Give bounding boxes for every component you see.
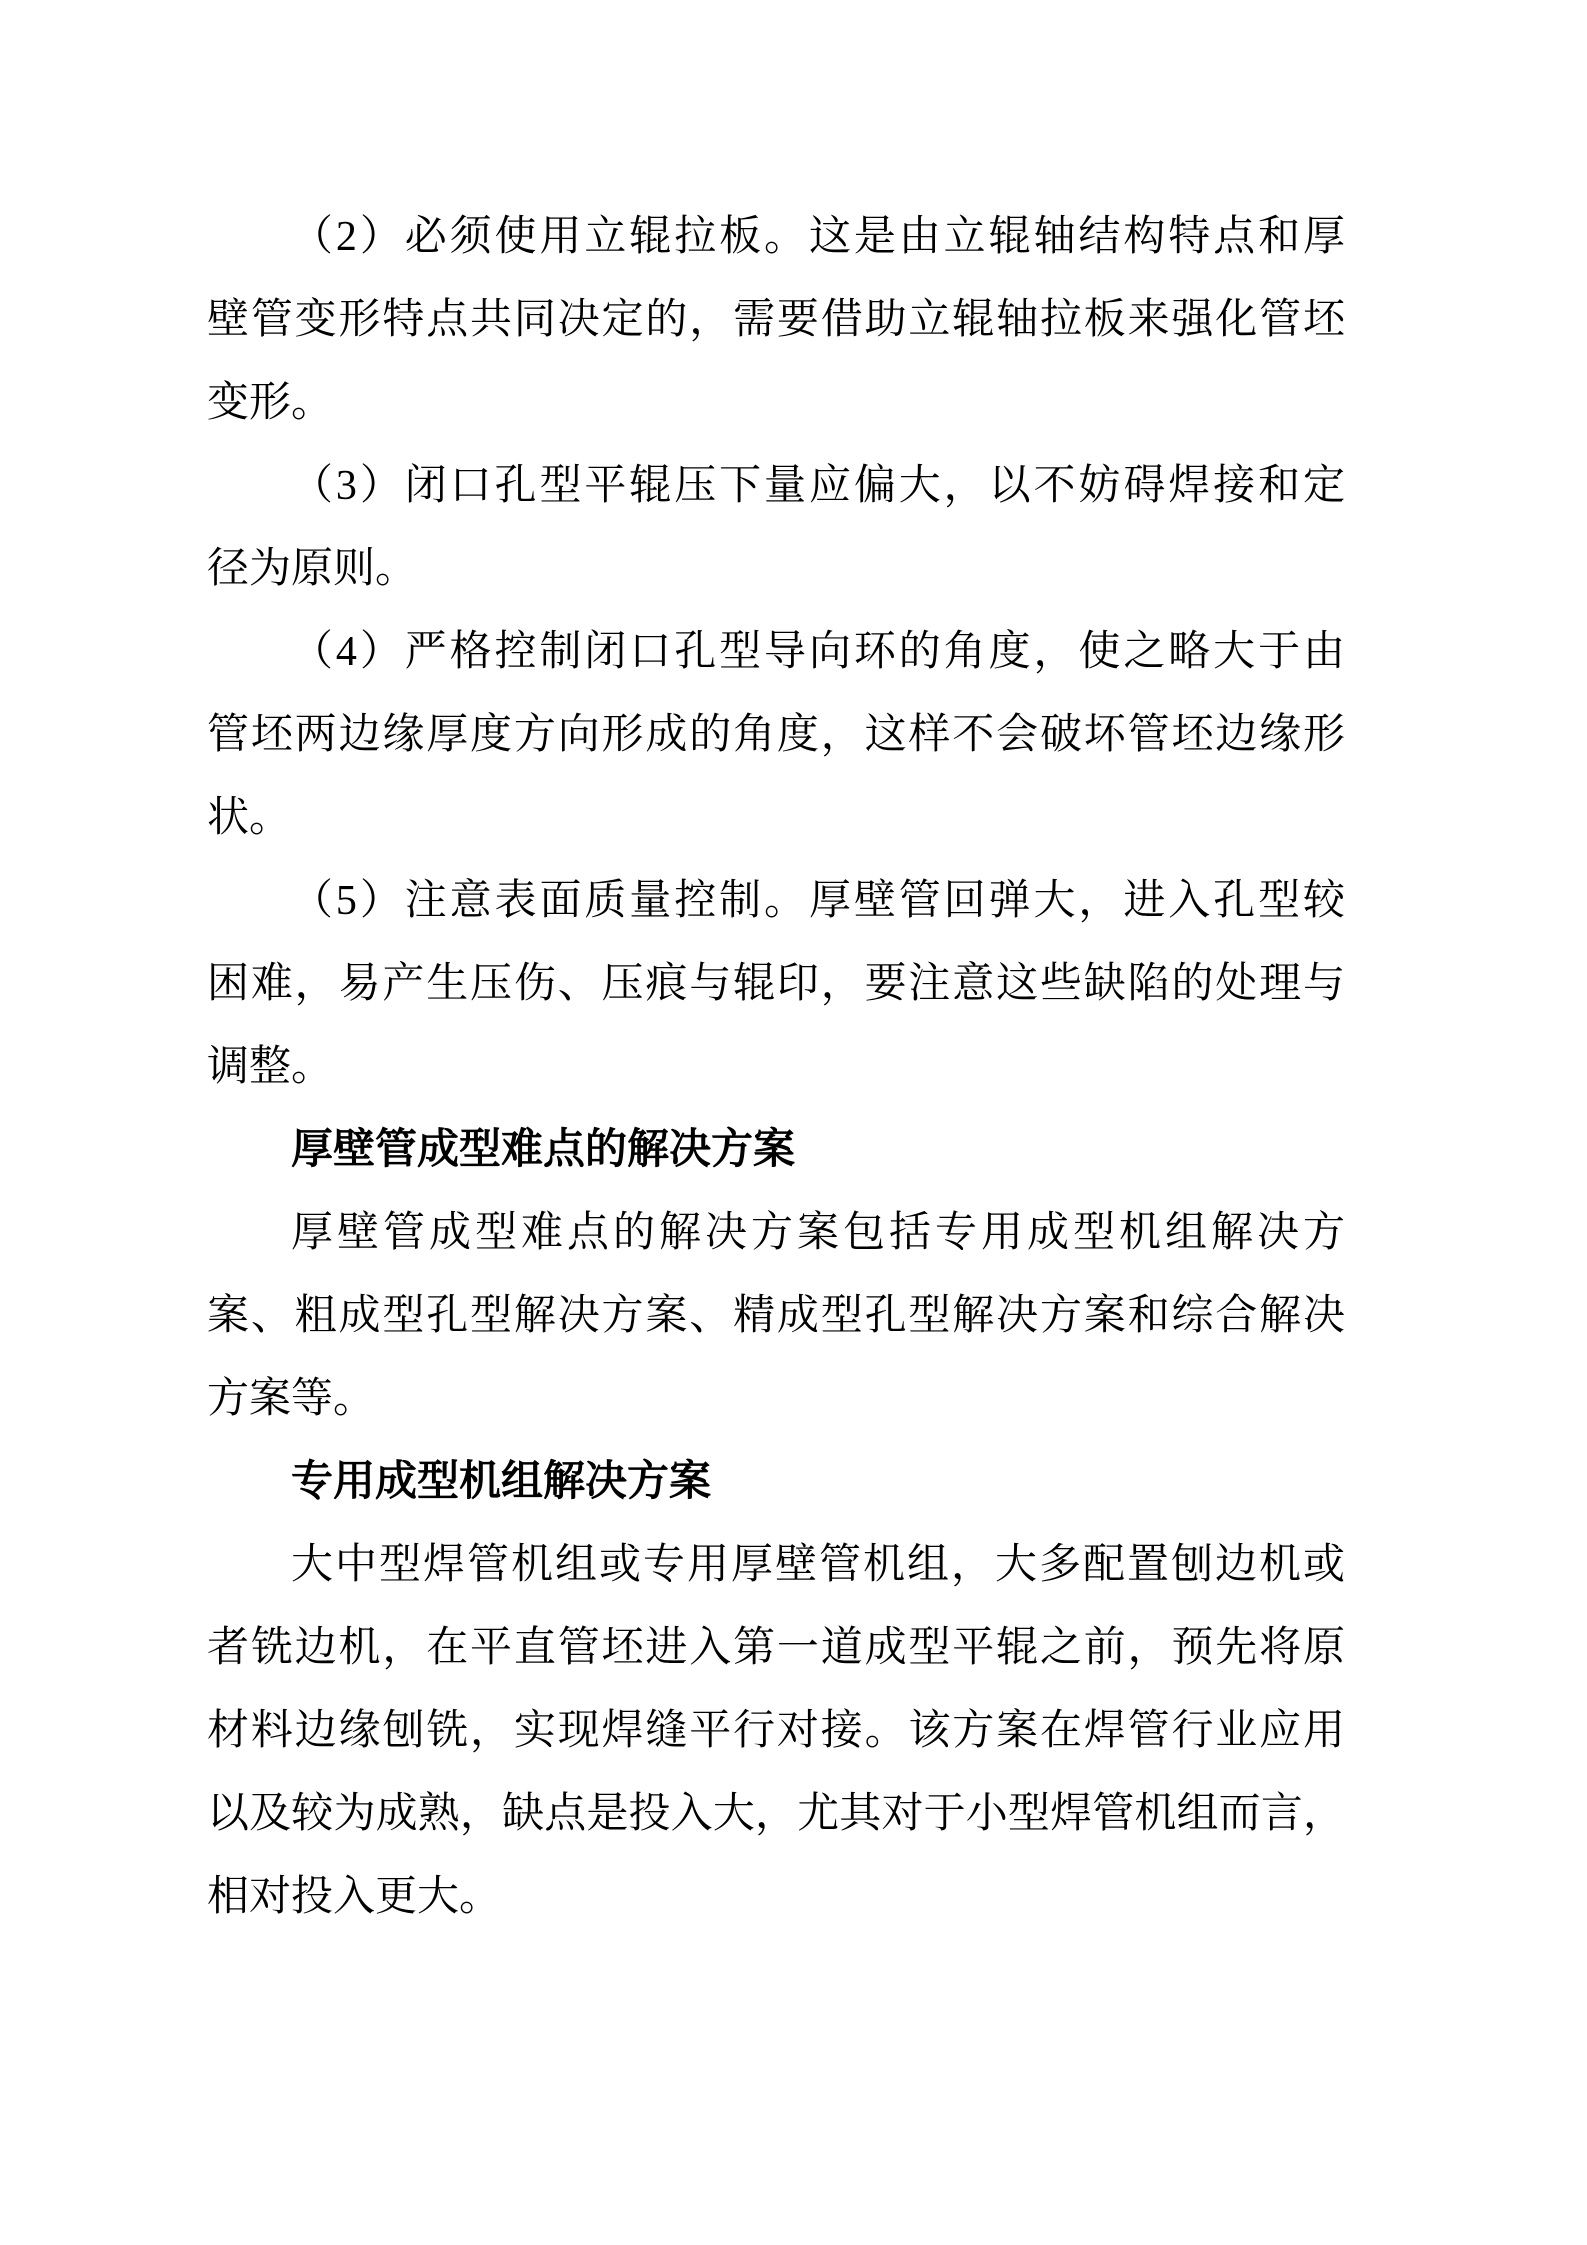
text-line: 大中型焊管机组或专用厚壁管机组，大多配置刨边机或 [291,1542,1345,1588]
text-line: （3）闭口孔型平辊压下量应偏大，以不妨碍焊接和定 [291,463,1345,509]
text-line: 困难，易产生压伤、压痕与辊印，要注意这些缺陷的处理与 [207,961,1345,1007]
text-line: （5）注意表面质量控制。厚壁管回弹大，进入孔型较 [291,878,1345,924]
section-heading: 厚壁管成型难点的解决方案 [291,1127,796,1173]
text-line: （2）必须使用立辊拉板。这是由立辊轴结构特点和厚 [291,214,1345,260]
text-line: 调整。 [207,1044,334,1090]
text-line: 壁管变形特点共同决定的，需要借助立辊轴拉板来强化管坯 [207,297,1345,343]
text-line: 管坯两边缘厚度方向形成的角度，这样不会破坏管坯边缘形 [207,712,1345,758]
text-line: 案、粗成型孔型解决方案、精成型孔型解决方案和综合解决 [207,1293,1345,1339]
text-line: 以及较为成熟，缺点是投入大，尤其对于小型焊管机组而言， [207,1791,1345,1837]
section-heading: 专用成型机组解决方案 [291,1459,712,1505]
document-body [207,196,1345,1939]
text-line: 相对投入更大。 [207,1874,502,1920]
text-line: 状。 [207,795,292,841]
text-line: 方案等。 [207,1376,376,1422]
text-line: 变形。 [207,380,334,426]
text-line: 者铣边机，在平直管坯进入第一道成型平辊之前，预先将原 [207,1625,1345,1671]
text-line: 厚壁管成型难点的解决方案包括专用成型机组解决方 [291,1210,1345,1256]
text-line: 材料边缘刨铣，实现焊缝平行对接。该方案在焊管行业应用 [207,1708,1345,1754]
text-line: 径为原则。 [207,546,418,592]
text-line: （4）严格控制闭口孔型导向环的角度，使之略大于由 [291,629,1345,675]
